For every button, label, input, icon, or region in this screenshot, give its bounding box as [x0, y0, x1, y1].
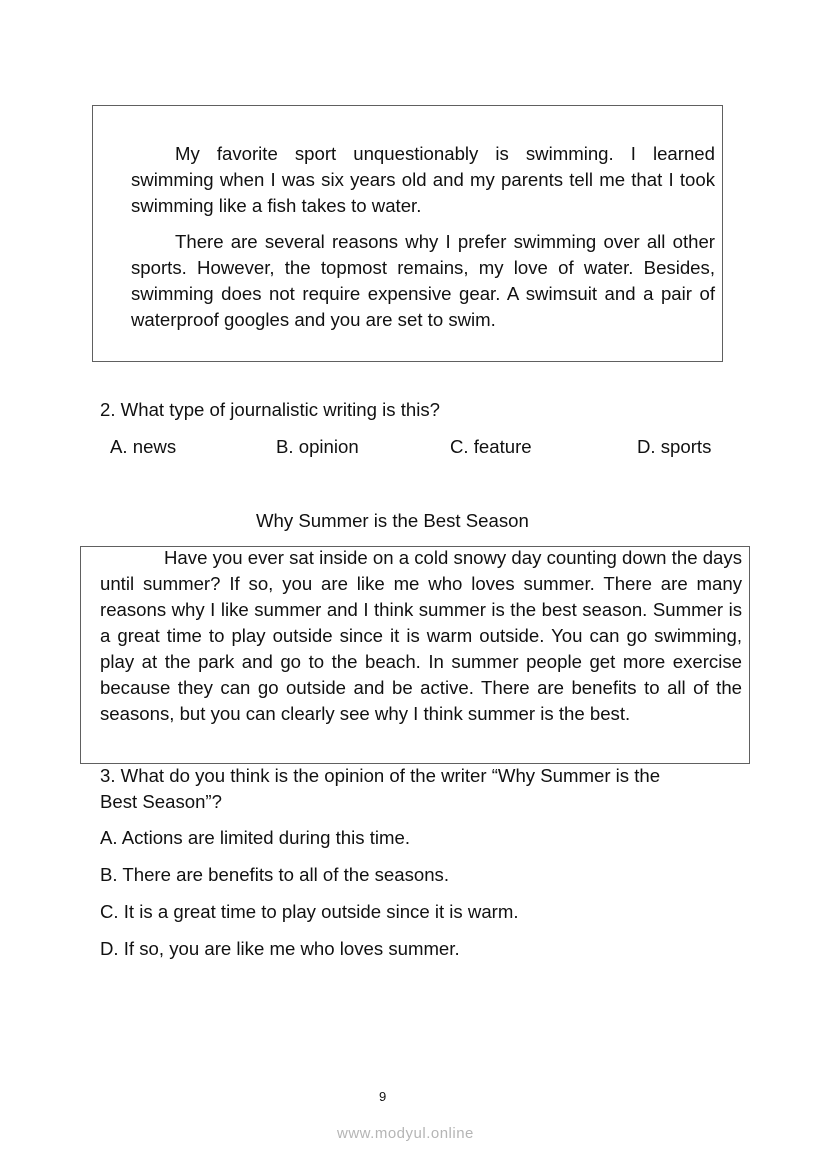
question-2-choice-a[interactable]: A. news: [110, 436, 177, 457]
question-3-choice-d[interactable]: D. If so, you are like me who loves summer.: [100, 938, 460, 959]
question-2: 2. What type of journalistic writing is this?: [100, 399, 440, 420]
question-3-choice-a[interactable]: A. Actions are limited during this time.: [100, 827, 411, 848]
passage1-paragraph-1-text: My favorite sport unquestionably is swimming. I learned swimming when I was six years old and my parents tell me that I took swimming like a fish takes to water.: [131, 143, 715, 216]
question-3-line-2: Best Season”?: [100, 791, 222, 812]
question-2-choice-b[interactable]: B. opinion: [276, 436, 359, 457]
question-3-line-1: 3. What do you think is the opinion of the writer “Why Summer is the: [100, 765, 661, 786]
question-2-choice-c[interactable]: C. feature: [450, 436, 532, 457]
question-3-choice-b[interactable]: B. There are benefits to all of the seasons.: [100, 864, 450, 885]
passage2-title: Why Summer is the Best Season: [256, 510, 529, 531]
passage1-paragraph-1: [131, 141, 715, 219]
watermark: www.modyul.online: [337, 1125, 474, 1142]
passage2-paragraph-text: Have you ever sat inside on a cold snowy day counting down the days until summer? If so, you are like me who loves summer. There are many reasons why I like summer and I think summer is the best season. Summer is a great time to play outside since it is warm outside. You can go swimming, play at the park and go to the beach. In summer people get more exercise because they can go outside and be active. There are benefits to all of the seasons, but you can clearly see why I think summer is the best.: [100, 547, 742, 724]
question-2-choice-d[interactable]: D. sports: [637, 436, 712, 457]
passage1-paragraph-2: [131, 229, 715, 333]
passage2-paragraph: [100, 545, 742, 727]
question-3-choice-c[interactable]: C. It is a great time to play outside since it is warm.: [100, 901, 519, 922]
page-number: 9: [379, 1089, 387, 1104]
passage1-paragraph-2-text: There are several reasons why I prefer swimming over all other sports. However, the topmost remains, my love of water. Besides, swimming does not require expensive gear. A swimsuit and a pair of waterproof googles and you are set to swim.: [131, 231, 715, 330]
